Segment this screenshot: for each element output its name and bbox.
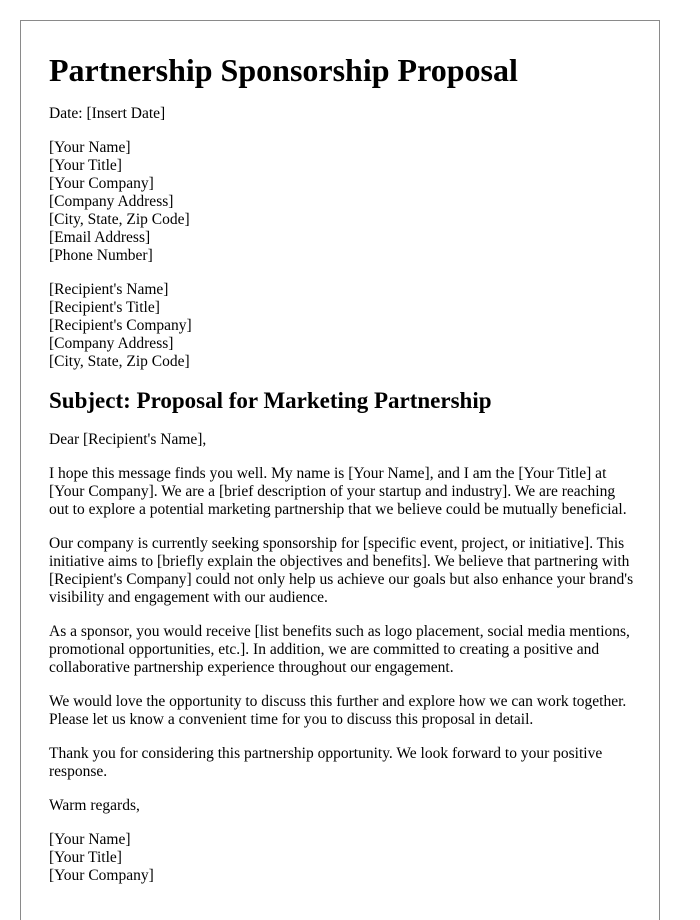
sender-company: [Your Company] (49, 175, 154, 192)
subject-heading: Subject: Proposal for Marketing Partnership (49, 388, 492, 413)
body-paragraph-discussion: We would love the opportunity to discuss this further and explore how we can work together. Please let us know a convenient time for you to discuss this proposal in detail. (49, 693, 627, 728)
recipient-company: [Recipient's Company] (49, 317, 192, 334)
body-paragraph-benefits: As a sponsor, you would receive [list benefits such as logo placement, social media mentions, promotional opportunities, etc.]. In addition, we are committed to creating a positive and collaborative partnership experience throughout our engagement. (49, 623, 630, 676)
recipient-address-block (49, 281, 637, 371)
signature-title: [Your Title] (49, 849, 122, 866)
signature-name: [Your Name] (49, 831, 131, 848)
letter-content (49, 51, 637, 901)
body-paragraph-intro: I hope this message finds you well. My name is [Your Name], and I am the [Your Title] at [Your Company]. We are a [brief description of your startup and industry]. We are reaching out to explore a potential marketing partnership that we believe could be mutually beneficial. (49, 465, 627, 518)
salutation: Dear [Recipient's Name], (49, 431, 207, 448)
recipient-title: [Recipient's Title] (49, 299, 160, 316)
body-paragraph-sponsorship: Our company is currently seeking sponsorship for [specific event, project, or initiative]. This initiative aims to [briefly explain the objectives and benefits]. We believe that partnering with [Recipient's Company] could not only help us achieve our goals but also enhance your brand's visibility and engagement with our audience. (49, 535, 634, 606)
sender-email: [Email Address] (49, 229, 151, 246)
closing: Warm regards, (49, 797, 140, 814)
document-title: Partnership Sponsorship Proposal (49, 52, 518, 88)
date-line: Date: [Insert Date] (49, 105, 166, 122)
recipient-city-state-zip: [City, State, Zip Code] (49, 353, 190, 370)
recipient-company-address: [Company Address] (49, 335, 174, 352)
signature-block (49, 831, 637, 885)
sender-city-state-zip: [City, State, Zip Code] (49, 211, 190, 228)
sender-address-block (49, 139, 637, 265)
recipient-name: [Recipient's Name] (49, 281, 169, 298)
sender-name: [Your Name] (49, 139, 131, 156)
sender-company-address: [Company Address] (49, 193, 174, 210)
sender-title: [Your Title] (49, 157, 122, 174)
signature-company: [Your Company] (49, 867, 154, 884)
letter-page (20, 20, 660, 920)
sender-phone: [Phone Number] (49, 247, 153, 264)
body-paragraph-thanks: Thank you for considering this partnership opportunity. We look forward to your positive response. (49, 745, 603, 780)
